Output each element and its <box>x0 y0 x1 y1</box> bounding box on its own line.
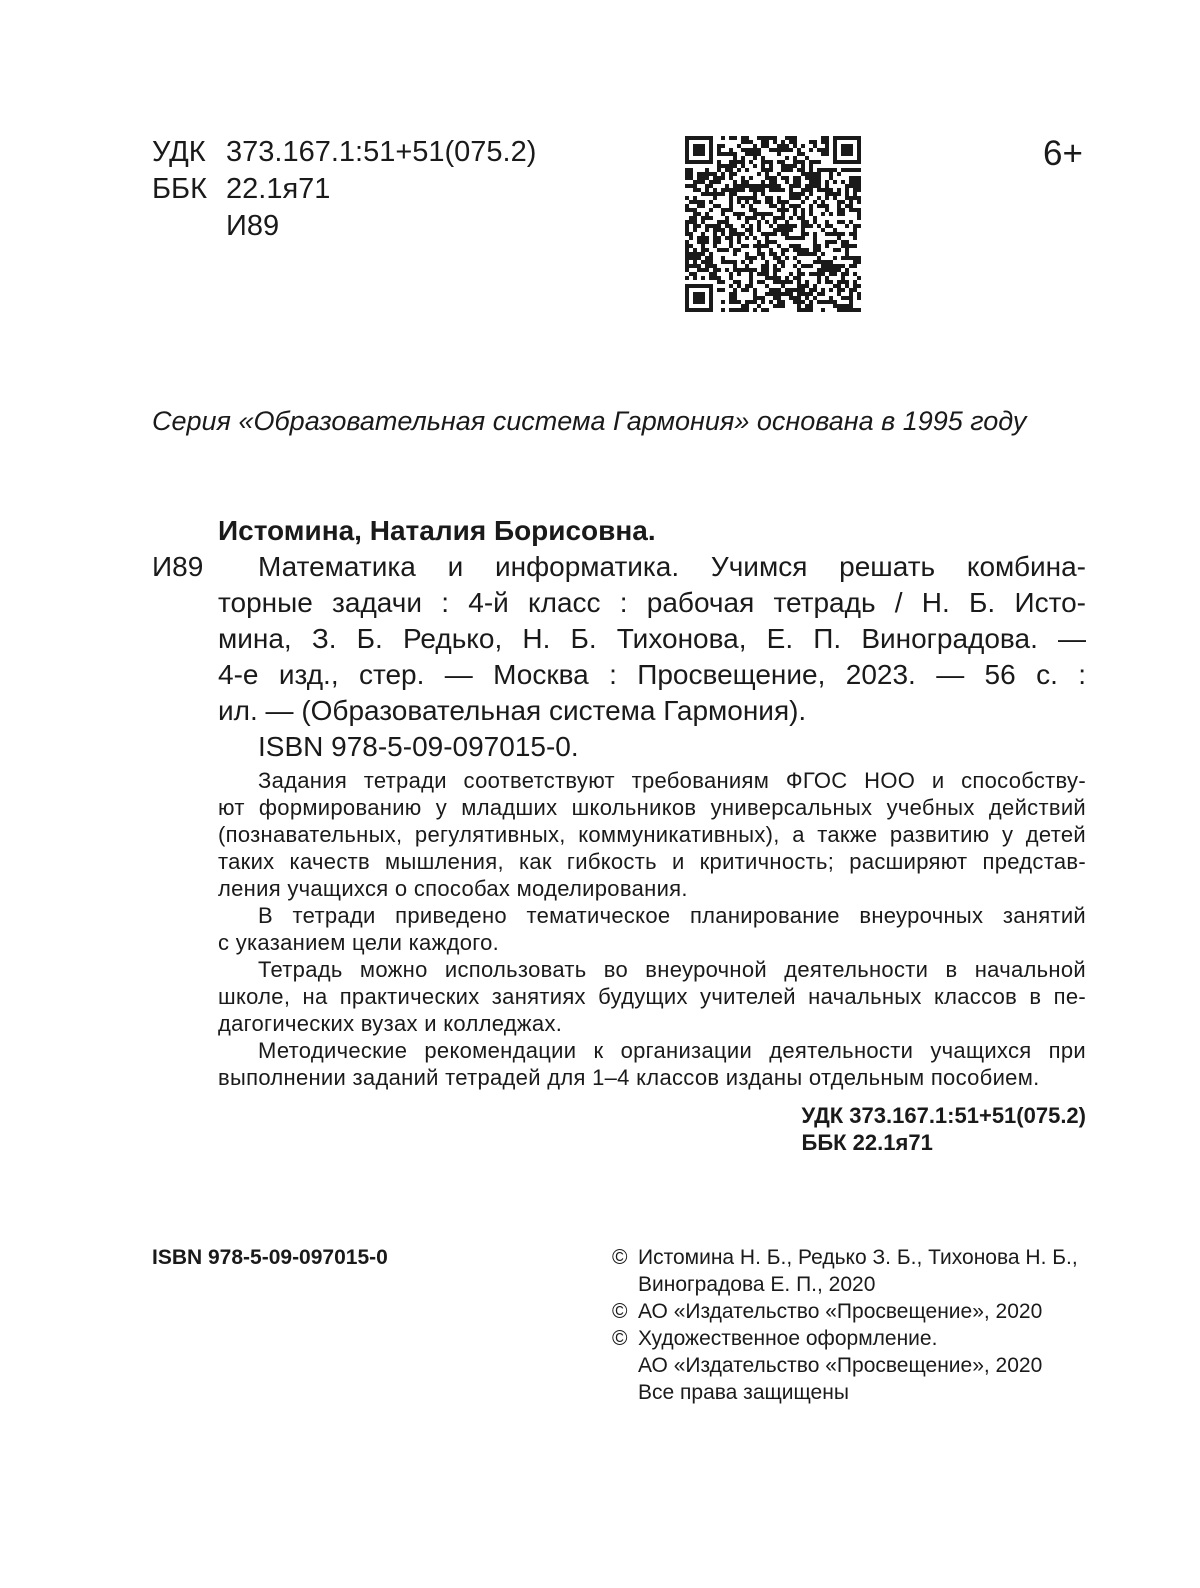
copyright-block <box>612 1244 1078 1406</box>
copyright-line: Художественное оформление. <box>638 1327 938 1350</box>
annotation-line: школе, на практических занятиях будущих учителей начальных классов в пе- <box>218 984 1086 1009</box>
qr-code <box>685 136 861 312</box>
annotation-line: выполнении заданий тетрадей для 1–4 классов изданы отдельным пособием. <box>218 1065 1040 1090</box>
classification-footer <box>802 1102 1086 1156</box>
record-line: ил. — (Образовательная система Гармония). <box>218 695 807 726</box>
qr-finder-bottom-left <box>685 284 713 312</box>
copyright-entry <box>612 1244 1078 1271</box>
copyright-line: Виноградова Е. П., 2020 <box>638 1273 876 1296</box>
bbk-row <box>152 171 536 208</box>
classification-header <box>152 134 536 245</box>
record-author: Истомина, Наталия Борисовна. <box>218 515 656 546</box>
series-note: Серия «Образовательная система Гармония» основана в 1995 году <box>152 406 1027 436</box>
annotation-line: (познавательных, регулятивных, коммуникативных), а также развитию у детей <box>218 822 1086 847</box>
bbk-label: ББК <box>152 173 207 205</box>
annotation-line: Задания тетради соответствуют требованиям ФГОС НОО и способству- <box>258 768 1086 793</box>
bbk-value: 22.1я71 <box>226 173 331 205</box>
record-line: торные задачи : 4-й класс : рабочая тетрадь / Н. Б. Исто- <box>218 587 1086 618</box>
udk-code: УДК 373.167.1:51+51(075.2) <box>801 1103 1086 1128</box>
copyright-entry <box>612 1298 1078 1325</box>
qr-finder-top-right <box>833 136 861 164</box>
annotation-line: В тетради приведено тематическое планирование внеурочных занятий <box>258 903 1086 928</box>
annotation-line: ют формированию у младших школьников универсальных учебных действий <box>218 795 1086 820</box>
qr-finder-top-left <box>685 136 713 164</box>
annotation-line: ления учащихся о способах моделирования. <box>218 876 688 901</box>
record-line: 4-е изд., стер. — Москва : Просвещение, 2023. — 56 с. : <box>218 659 1086 690</box>
udk-value: 373.167.1:51+51(075.2) <box>226 136 537 168</box>
annotation-line: Методические рекомендации к организации деятельности учащихся при <box>258 1038 1086 1063</box>
copyright-symbol: © <box>612 1300 628 1323</box>
copyright-symbol: © <box>612 1327 628 1350</box>
record-description <box>218 549 1086 765</box>
annotation-line: Тетрадь можно использовать во внеурочной деятельности в начальной <box>258 957 1086 982</box>
bbk-code: ББК 22.1я71 <box>801 1130 933 1155</box>
copyright-entry <box>612 1325 1078 1352</box>
copyright-line: Истомина Н. Б., Редько З. Б., Тихонова Н. Б., <box>638 1246 1078 1269</box>
copyright-line: АО «Издательство «Просвещение», 2020 <box>638 1354 1043 1377</box>
author-mark: И89 <box>226 210 280 242</box>
record-line: мина, З. Б. Редько, Н. Б. Тихонова, Е. П. Виноградова. — <box>218 623 1086 654</box>
udk-row <box>152 134 536 171</box>
record-cipher: И89 <box>152 551 204 582</box>
record-line: Математика и информатика. Учимся решать комбина- <box>258 551 1086 582</box>
isbn-footer: ISBN 978-5-09-097015-0 <box>152 1246 388 1269</box>
copyright-line: АО «Издательство «Просвещение», 2020 <box>638 1300 1043 1323</box>
copyright-symbol: © <box>612 1246 628 1269</box>
copyright-line: Все права защищены <box>638 1381 849 1404</box>
record-isbn: ISBN 978-5-09-097015-0. <box>258 731 579 762</box>
annotation <box>218 767 1086 1091</box>
annotation-line: таких качеств мышления, как гибкость и критичность; расширяют представ- <box>218 849 1086 874</box>
age-rating: 6+ <box>1043 134 1083 173</box>
annotation-line: с указанием цели каждого. <box>218 930 500 955</box>
annotation-line: дагогических вузах и колледжах. <box>218 1011 563 1036</box>
udk-label: УДК <box>152 136 206 168</box>
